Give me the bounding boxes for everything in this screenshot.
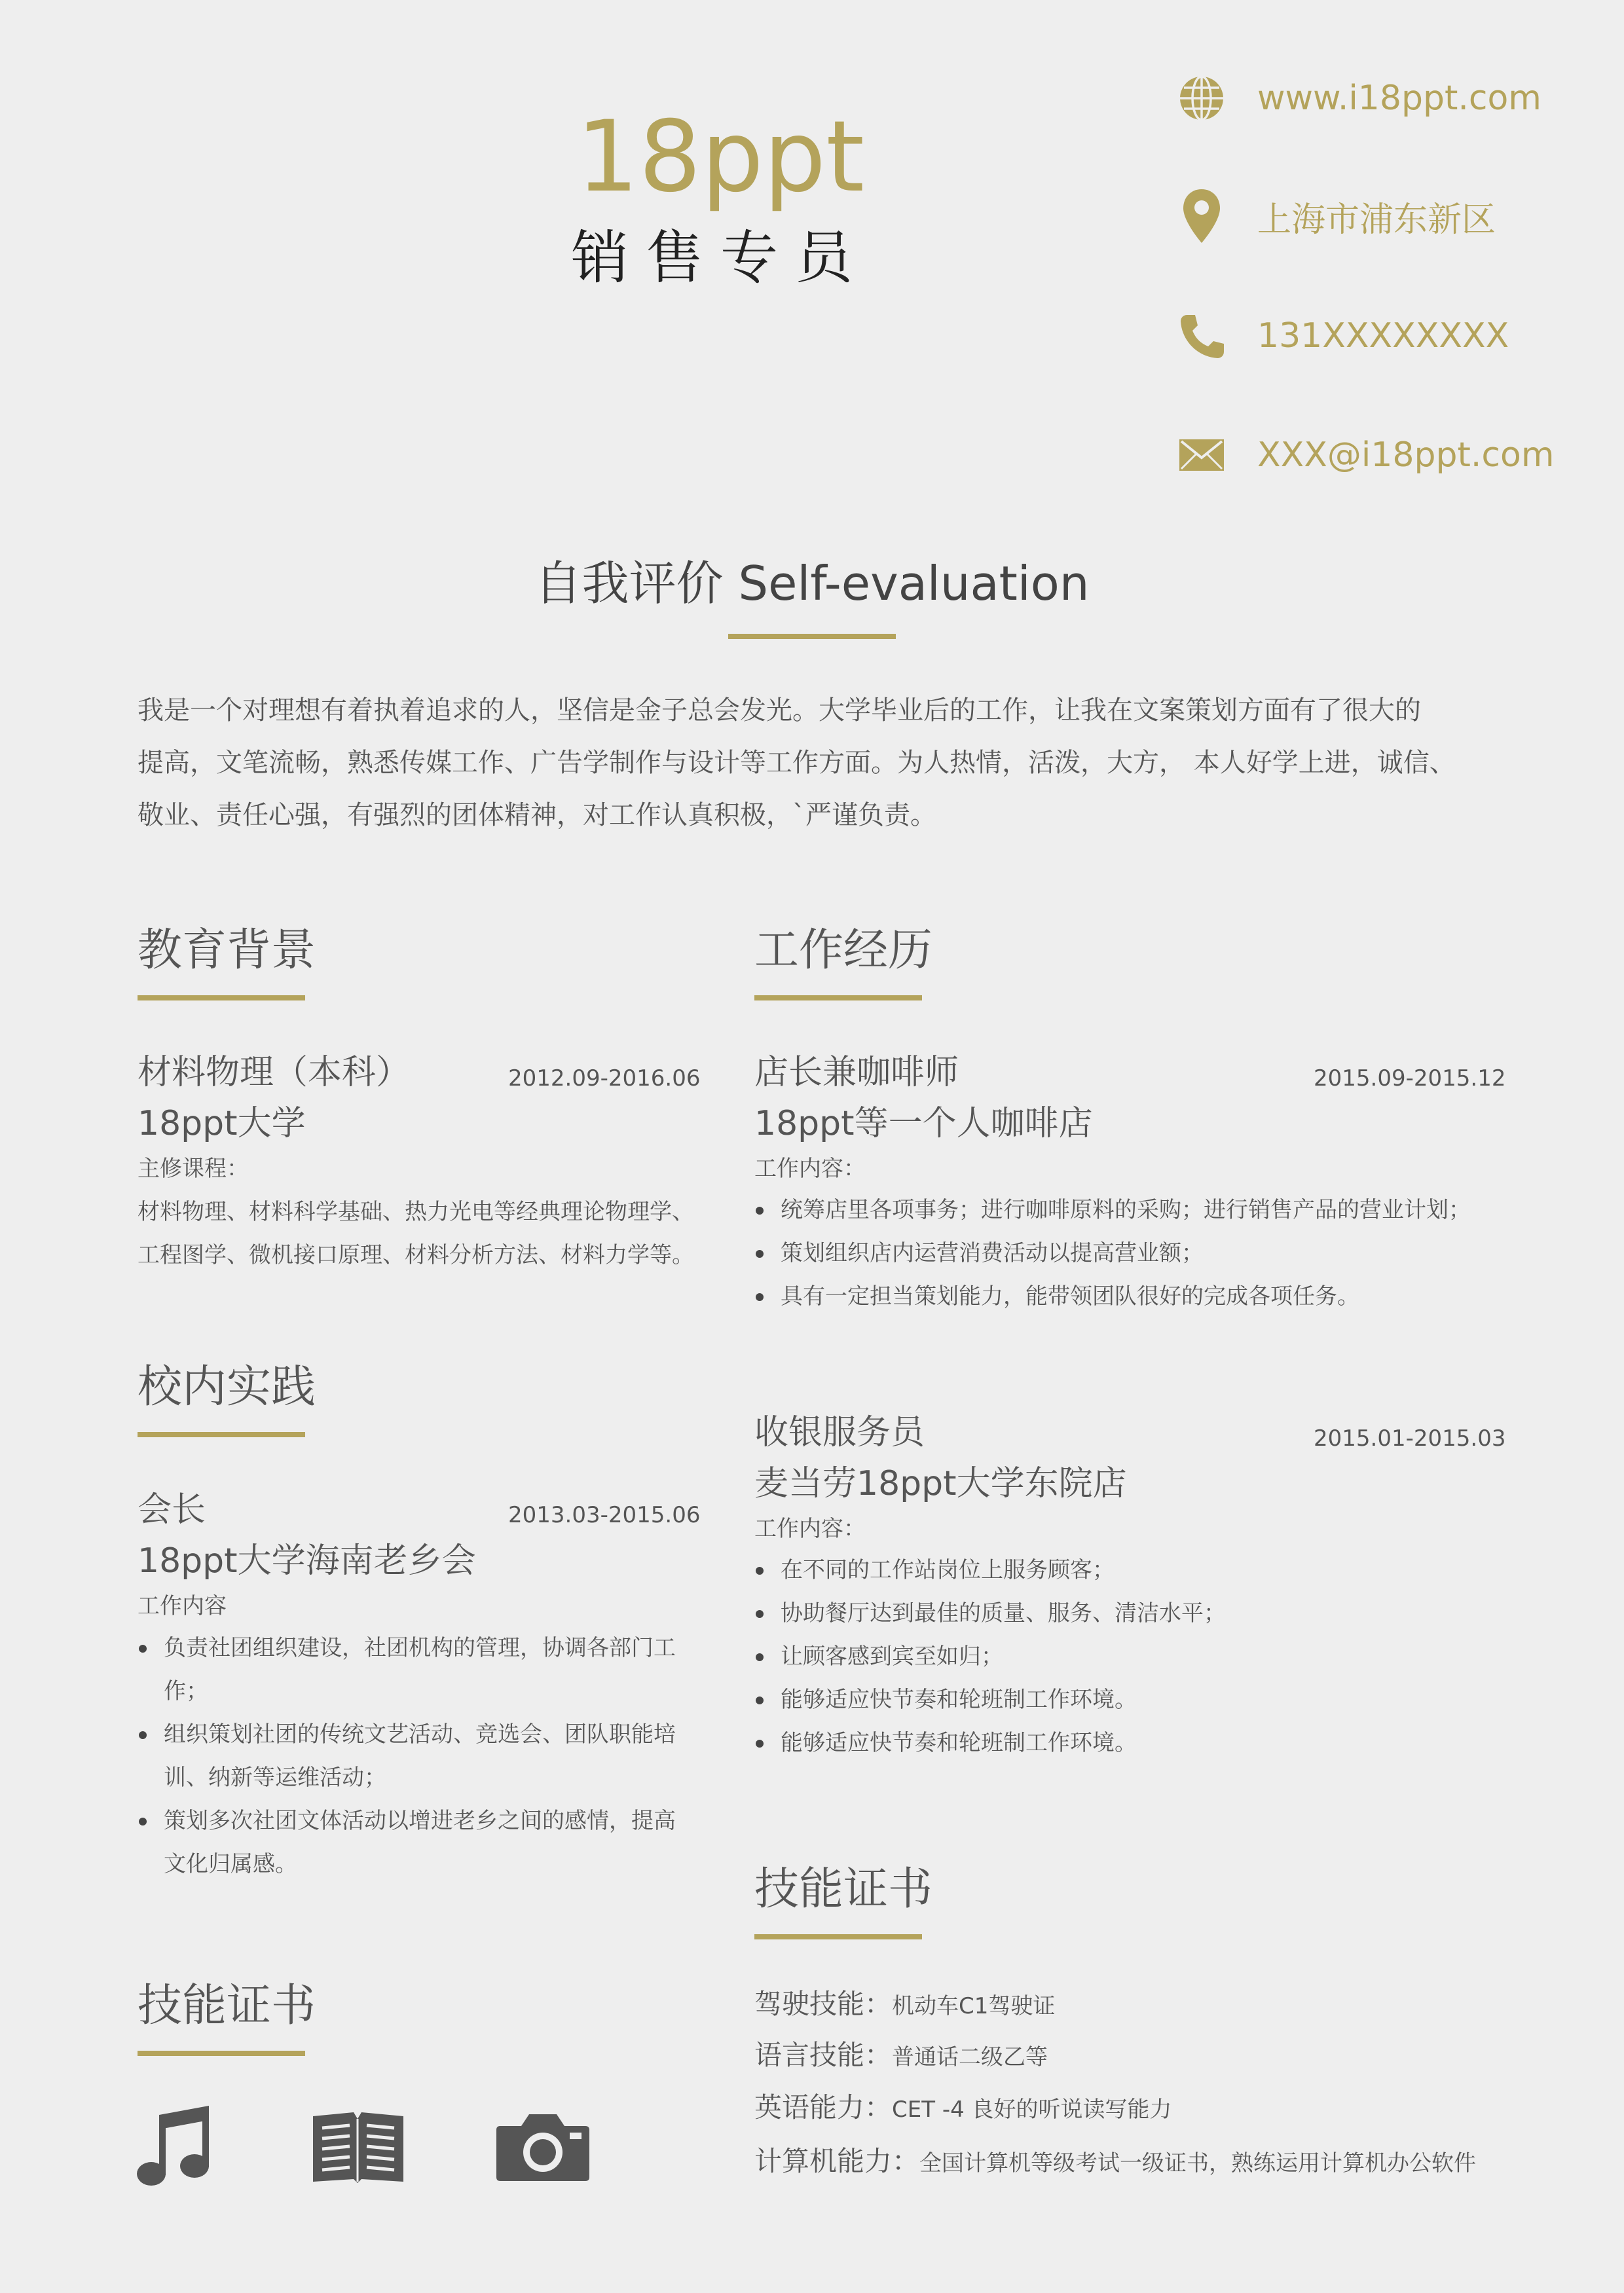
job-1-duties bbox=[754, 1188, 1488, 1318]
list-item: 在不同的工作站岗位上服务顾客； bbox=[754, 1549, 1488, 1592]
list-item: 能够适应快节奏和轮班制工作环境。 bbox=[754, 1721, 1488, 1765]
campus-title: 校内实践 bbox=[138, 1361, 316, 1413]
list-item: 统筹店里各项事务；进行咖啡原料的采购；进行销售产品的营业计划； bbox=[754, 1188, 1488, 1232]
job-1-role: 店长兼咖啡师 bbox=[754, 1053, 959, 1092]
job-1-date: 2015.09-2015.12 bbox=[1314, 1065, 1506, 1091]
self-eval-line: 我是一个对理想有着执着追求的人，坚信是金子总会发光。大学毕业后的工作，让我在文案策划方面有了很大的 bbox=[138, 695, 1421, 725]
self-eval-underline bbox=[728, 634, 896, 639]
job-2-content-label: 工作内容： bbox=[754, 1516, 866, 1542]
skill-label: 英语能力： bbox=[754, 2091, 893, 2123]
skills-right-title: 技能证书 bbox=[754, 1863, 933, 1915]
campus-duties bbox=[138, 1626, 701, 1886]
self-eval-line: 敬业、责任心强，有强烈的团体精神，对工作认真积极，`严谨负责。 bbox=[138, 800, 936, 830]
self-eval-title: 自我评价 Self-evaluation bbox=[534, 556, 1090, 611]
contact-email[interactable] bbox=[1172, 426, 1554, 485]
book-icon bbox=[310, 2110, 406, 2187]
campus-date: 2013.03-2015.06 bbox=[508, 1502, 701, 1528]
education-title: 教育背景 bbox=[138, 925, 316, 976]
courses-label: 主修课程： bbox=[138, 1156, 249, 1182]
skill-label: 计算机能力： bbox=[754, 2145, 920, 2177]
location-pin-icon bbox=[1172, 187, 1231, 246]
music-note-icon bbox=[134, 2103, 213, 2191]
work-underline bbox=[754, 995, 922, 1000]
phone-text: 131XXXXXXXX bbox=[1257, 316, 1509, 356]
skill-value: 全国计算机等级考试一级证书，熟练运用计算机办公软件 bbox=[919, 2150, 1477, 2176]
education-underline bbox=[138, 995, 305, 1000]
list-item: 具有一定担当策划能力，能带领团队很好的完成各项任务。 bbox=[754, 1275, 1488, 1318]
list-item: 策划组织店内运营消费活动以提高营业额； bbox=[754, 1232, 1488, 1275]
skill-label: 语言技能： bbox=[754, 2039, 893, 2071]
courses-line: 工程图学、微机接口原理、材料分析方法、材料力学等。 bbox=[138, 1242, 694, 1268]
address-text: 上海市浦东新区 bbox=[1257, 200, 1496, 240]
job-2-duties bbox=[754, 1549, 1488, 1765]
self-eval-paragraph bbox=[138, 684, 1486, 841]
skill-value: 普通话二级乙等 bbox=[892, 2044, 1048, 2070]
list-item: 策划多次社团文体活动以增进老乡之间的感情，提高 文化归属感。 bbox=[138, 1799, 701, 1886]
job-1-content-label: 工作内容： bbox=[754, 1156, 866, 1182]
globe-icon bbox=[1172, 69, 1231, 128]
list-item: 负责社团组织建设，社团机构的管理，协调各部门工 作； bbox=[138, 1626, 701, 1713]
campus-underline bbox=[138, 1432, 305, 1437]
contact-phone[interactable] bbox=[1172, 306, 1509, 365]
envelope-icon bbox=[1172, 426, 1231, 485]
skills-left-title: 技能证书 bbox=[138, 1980, 316, 2032]
campus-org: 18ppt大学海南老乡会 bbox=[138, 1541, 476, 1581]
camera-icon bbox=[495, 2112, 591, 2185]
campus-content-label: 工作内容 bbox=[138, 1593, 227, 1619]
list-item: 协助餐厅达到最佳的质量、服务、清洁水平； bbox=[754, 1592, 1488, 1635]
job-1-org: 18ppt等一个人咖啡店 bbox=[754, 1104, 1093, 1143]
education-date: 2012.09-2016.06 bbox=[508, 1065, 701, 1091]
website-text: www.i18ppt.com bbox=[1257, 79, 1541, 118]
skill-value: CET -4 良好的听说读写能力 bbox=[892, 2097, 1172, 2123]
job-2-org: 麦当劳18ppt大学东院店 bbox=[754, 1464, 1127, 1503]
skill-language bbox=[754, 2039, 1048, 2071]
campus-role: 会长 bbox=[138, 1490, 206, 1530]
skill-english bbox=[754, 2091, 1172, 2123]
job-2-role: 收银服务员 bbox=[754, 1413, 925, 1452]
skill-value: 机动车C1驾驶证 bbox=[892, 1993, 1056, 2019]
work-title: 工作经历 bbox=[754, 925, 933, 976]
self-eval-line: 提高，文笔流畅，熟悉传媒工作、广告学制作与设计等工作方面。为人热情，活泼，大方， 本人好学上进，诚信、 bbox=[138, 748, 1456, 778]
contact-website[interactable] bbox=[1172, 69, 1541, 128]
courses-line: 材料物理、材料科学基础、热力光电等经典理论物理学、 bbox=[138, 1199, 694, 1225]
contact-address[interactable] bbox=[1172, 187, 1496, 246]
email-text: XXX@i18ppt.com bbox=[1257, 435, 1555, 475]
phone-icon bbox=[1172, 306, 1231, 365]
list-item: 让顾客感到宾至如归； bbox=[754, 1635, 1488, 1678]
list-item: 能够适应快节奏和轮班制工作环境。 bbox=[754, 1678, 1488, 1721]
job-2-date: 2015.01-2015.03 bbox=[1314, 1425, 1506, 1452]
skill-computer bbox=[754, 2145, 1477, 2177]
skills-right-underline bbox=[754, 1934, 922, 1939]
education-courses bbox=[138, 1147, 701, 1277]
skills-left-underline bbox=[138, 2051, 305, 2056]
education-school: 18ppt大学 bbox=[138, 1104, 306, 1143]
brand-name: 18ppt bbox=[576, 100, 865, 214]
skill-driving bbox=[754, 1990, 1055, 2018]
list-item: 组织策划社团的传统文艺活动、竞选会、团队职能培 训、纳新等运维活动； bbox=[138, 1713, 701, 1799]
skill-label: 驾驶技能： bbox=[754, 1988, 893, 2020]
education-major: 材料物理（本科） bbox=[138, 1053, 411, 1092]
job-title: 销售专员 bbox=[570, 224, 870, 291]
